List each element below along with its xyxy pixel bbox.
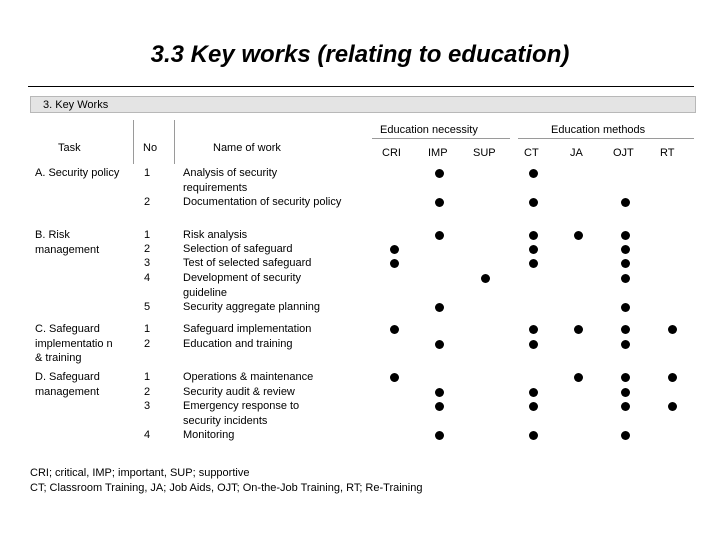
work-name: Development of security guideline	[183, 272, 301, 299]
header-ojt: OJT	[613, 147, 634, 159]
task-label: B. Risk management	[35, 229, 100, 256]
work-number: 2	[144, 243, 151, 255]
mark-dot-ct	[529, 198, 538, 207]
work-name: Analysis of security requirements	[183, 167, 278, 194]
work-name: Operations & maintenance	[183, 371, 314, 383]
work-number: 3	[144, 400, 151, 412]
work-name: Test of selected safeguard	[183, 257, 312, 269]
mark-dot-ja	[574, 373, 583, 382]
mark-dot-rt	[668, 325, 677, 334]
mark-dot-imp	[435, 198, 444, 207]
work-number: 4	[144, 272, 151, 284]
table-divider	[174, 120, 175, 164]
mark-dot-ojt	[621, 325, 630, 334]
mark-dot-imp	[435, 402, 444, 411]
work-number: 1	[144, 229, 151, 241]
mark-dot-ojt	[621, 340, 630, 349]
mark-dot-imp	[435, 340, 444, 349]
header-cri: CRI	[382, 147, 401, 159]
mark-dot-ct	[529, 340, 538, 349]
slide-title: 3.3 Key works (relating to education)	[150, 41, 570, 68]
work-name: Security audit & review	[183, 386, 295, 398]
table-divider	[518, 138, 694, 139]
mark-dot-ojt	[621, 373, 630, 382]
mark-dot-cri	[390, 373, 399, 382]
mark-dot-ja	[574, 231, 583, 240]
task-label: C. Safeguard implementatio n & training	[35, 323, 113, 364]
mark-dot-ct	[529, 431, 538, 440]
mark-dot-ja	[574, 325, 583, 334]
mark-dot-sup	[481, 274, 490, 283]
table-divider	[372, 138, 510, 139]
mark-dot-cri	[390, 259, 399, 268]
header-ja: JA	[570, 147, 583, 159]
header-sup: SUP	[473, 147, 496, 159]
header-education-methods: Education methods	[551, 124, 646, 136]
mark-dot-ojt	[621, 274, 630, 283]
mark-dot-ct	[529, 325, 538, 334]
work-name: Emergency response to security incidents	[183, 400, 300, 427]
work-number: 2	[144, 386, 151, 398]
mark-dot-ojt	[621, 402, 630, 411]
legend	[30, 466, 422, 496]
mark-dot-ojt	[621, 388, 630, 397]
work-number: 3	[144, 257, 151, 269]
work-name: Documentation of security policy	[183, 196, 342, 208]
header-task: Task	[58, 142, 81, 154]
header-imp: IMP	[428, 147, 448, 159]
work-name: Risk analysis	[183, 229, 248, 241]
header-education-necessity: Education necessity	[380, 124, 478, 136]
mark-dot-ct	[529, 245, 538, 254]
mark-dot-imp	[435, 388, 444, 397]
legend-methods: CT; Classroom Training, JA; Job Aids, OJT; On-the-Job Training, RT; Re-Training	[30, 482, 423, 494]
header-ct: CT	[524, 147, 539, 159]
header-name-of-work: Name of work	[213, 142, 281, 154]
header-no: No	[143, 142, 158, 154]
work-number: 4	[144, 429, 151, 441]
mark-dot-imp	[435, 169, 444, 178]
task-label: A. Security policy	[35, 167, 120, 179]
mark-dot-cri	[390, 245, 399, 254]
mark-dot-ojt	[621, 431, 630, 440]
mark-dot-imp	[435, 431, 444, 440]
work-number: 1	[144, 167, 151, 179]
work-number: 1	[144, 371, 151, 383]
work-name: Safeguard implementation	[183, 323, 312, 335]
mark-dot-ojt	[621, 303, 630, 312]
work-name: Education and training	[183, 338, 293, 350]
work-name: Monitoring	[183, 429, 235, 441]
task-label: D. Safeguard management	[35, 371, 100, 398]
mark-dot-rt	[668, 373, 677, 382]
work-number: 2	[144, 338, 151, 350]
work-number: 5	[144, 301, 151, 313]
mark-dot-ojt	[621, 259, 630, 268]
mark-dot-ct	[529, 259, 538, 268]
legend-necessity: CRI; critical, IMP; important, SUP; supportive	[30, 467, 250, 479]
mark-dot-imp	[435, 303, 444, 312]
work-number: 2	[144, 196, 151, 208]
work-name: Security aggregate planning	[183, 301, 320, 313]
mark-dot-cri	[390, 325, 399, 334]
mark-dot-ojt	[621, 198, 630, 207]
mark-dot-ct	[529, 169, 538, 178]
table-divider	[133, 120, 134, 164]
mark-dot-imp	[435, 231, 444, 240]
work-name: Selection of safeguard	[183, 243, 293, 255]
mark-dot-ojt	[621, 231, 630, 240]
section-label: 3. Key Works	[43, 99, 109, 111]
section-header-bar	[30, 96, 696, 113]
mark-dot-ct	[529, 402, 538, 411]
mark-dot-ct	[529, 231, 538, 240]
title-divider	[28, 86, 694, 87]
mark-dot-rt	[668, 402, 677, 411]
mark-dot-ojt	[621, 245, 630, 254]
header-rt: RT	[660, 147, 675, 159]
mark-dot-ct	[529, 388, 538, 397]
work-number: 1	[144, 323, 151, 335]
